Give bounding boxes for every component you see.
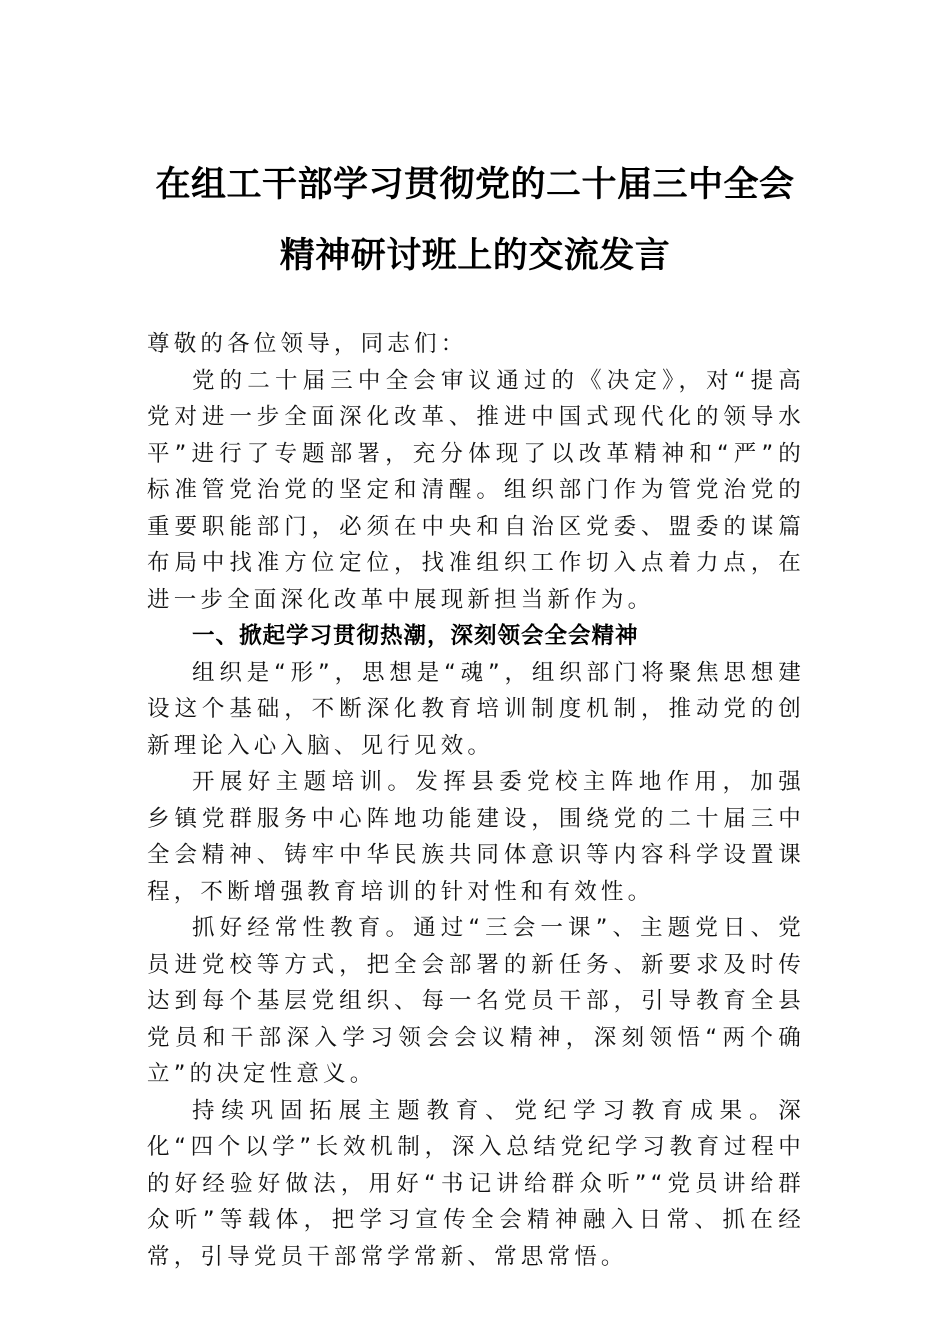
document-title-line-2: 精神研讨班上的交流发言 — [279, 235, 671, 276]
section-1-paragraph-3: 抓好经常性教育。通过“三会一课”、主题党日、党员进党校等方式，把全会部署的新任务、新要求及时传达到每个基层党组织、每一名党员干部，引导教育全县党员和干部深入学习领会会议精神，深刻领悟“两个确立”的决定性意义。 — [147, 915, 805, 1087]
section-heading-1: 一、掀起学习贯彻热潮，深刻领会全会精神 — [192, 623, 639, 649]
document-title-line-1: 在组工干部学习贯彻党的二十届三中全会 — [155, 164, 795, 205]
section-1-paragraph-2: 开展好主题培训。发挥县委党校主阵地作用，加强乡镇党群服务中心阵地功能建设，围绕党的二十届三中全会精神、铸牢中华民族共同体意识等内容科学设置课程，不断增强教育培训的针对性和有效性。 — [147, 769, 805, 905]
intro-paragraph: 党的二十届三中全会审议通过的《决定》，对“提高党对进一步全面深化改革、推进中国式现代化的领导水平”进行了专题部署，充分体现了以改革精神和“严”的标准管党治党的坚定和清醒。组织部门作为管党治党的重要职能部门，必须在中央和自治区党委、盟委的谋篇布局中找准方位定位，找准组织工作切入点着力点，在进一步全面深化改革中展现新担当新作为。 — [147, 367, 805, 613]
salutation: 尊敬的各位领导，同志们： — [147, 331, 468, 357]
section-1-paragraph-4: 持续巩固拓展主题教育、党纪学习教育成果。深化“四个以学”长效机制，深入总结党纪学习教育过程中的好经验好做法，用好“书记讲给群众听”“党员讲给群众听”等载体，把学习宣传全会精神融入日常、抓在经常，引导党员干部常学常新、常思常悟。 — [147, 1097, 805, 1270]
document-body — [147, 326, 805, 1275]
section-1-paragraph-1: 组织是“形”，思想是“魂”，组织部门将聚焦思想建设这个基础，不断深化教育培训制度机制，推动党的创新理论入心入脑、见行见效。 — [147, 659, 805, 759]
